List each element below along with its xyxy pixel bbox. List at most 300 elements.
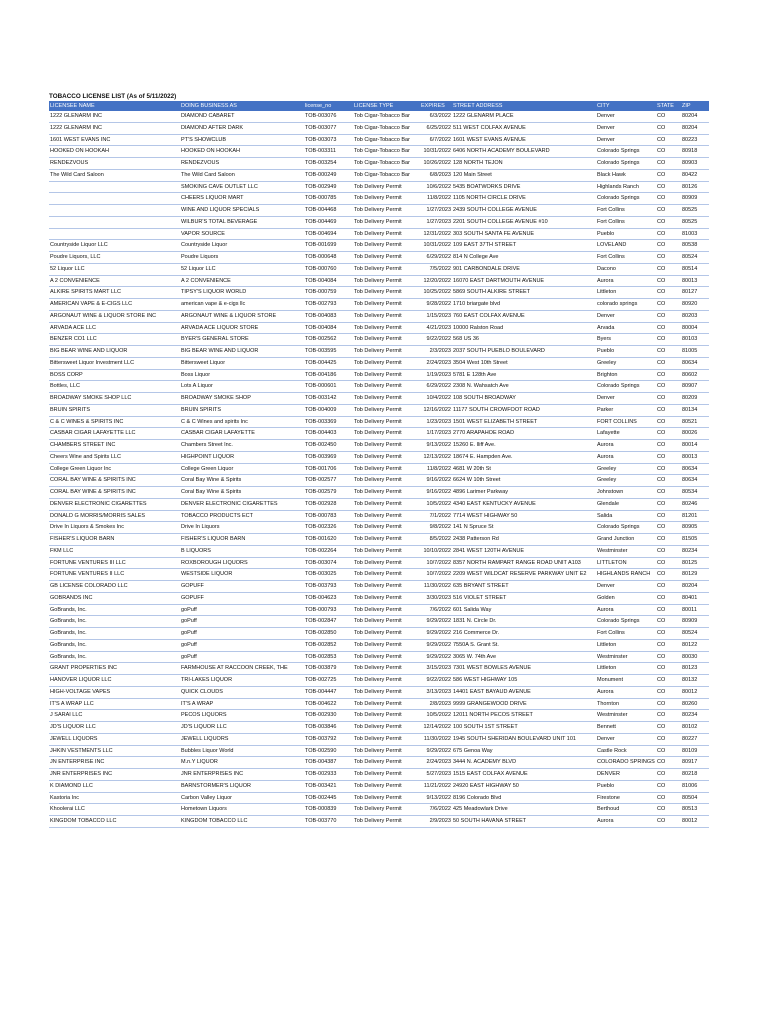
cell-licensee-name: 1222 GLENARM INC (49, 111, 180, 122)
cell-license-no: TOB-000785 (304, 193, 353, 205)
cell-state: CO (656, 169, 681, 181)
cell-licensee-name: DENVER ELECTRONIC CIGARETTES (49, 498, 180, 510)
cell-licensee-name: 1222 GLENARM INC (49, 122, 180, 134)
cell-zip: 80204 (681, 111, 709, 122)
cell-license-type: Tob Delivery Permit (353, 252, 420, 264)
cell-zip: 80525 (681, 205, 709, 217)
table-row (49, 686, 709, 698)
cell-doing-business-as: ARGONAUT WINE & LIQUOR STORE (180, 310, 304, 322)
cell-city: LITTLETON (596, 557, 656, 569)
cell-zip: 80909 (681, 616, 709, 628)
cell-license-type: Tob Delivery Permit (353, 357, 420, 369)
cell-zip: 80918 (681, 146, 709, 158)
cell-city: Denver (596, 134, 656, 146)
cell-licensee-name: CASBAR CIGAR LAFAYETTE LLC (49, 428, 180, 440)
cell-doing-business-as: JD'S LIQUOR LLC (180, 722, 304, 734)
cell-license-no: TOB-000839 (304, 804, 353, 816)
cell-doing-business-as: american vape & e-cigs llc (180, 299, 304, 311)
cell-license-no: TOB-002850 (304, 628, 353, 640)
table-row (49, 193, 709, 205)
cell-license-no: TOB-002577 (304, 475, 353, 487)
cell-licensee-name: K DIAMOND LLC (49, 780, 180, 792)
cell-licensee-name (49, 216, 180, 228)
cell-street-address: 100 SOUTH 1ST STREET (452, 722, 596, 734)
cell-state: CO (656, 534, 681, 546)
cell-licensee-name: GoBrands, Inc. (49, 616, 180, 628)
cell-licensee-name: GB LICENSE COLORADO LLC (49, 581, 180, 593)
cell-street-address: 2841 WEST 120TH AVENUE (452, 545, 596, 557)
cell-zip: 80218 (681, 769, 709, 781)
cell-doing-business-as: Bittersweet Liquor (180, 357, 304, 369)
cell-state: CO (656, 498, 681, 510)
cell-doing-business-as: B LIQUORS (180, 545, 304, 557)
cell-city: Greeley (596, 357, 656, 369)
cell-licensee-name: A 2 CONVENIENCE (49, 275, 180, 287)
cell-zip: 80903 (681, 158, 709, 170)
cell-expires: 3/30/2023 (420, 592, 452, 604)
cell-doing-business-as: College Green Liquor (180, 463, 304, 475)
cell-licensee-name: Poudre Liquors, LLC (49, 252, 180, 264)
cell-license-type: Tob Cigar-Tobacco Bar (353, 134, 420, 146)
cell-city: Byers (596, 334, 656, 346)
cell-state: CO (656, 322, 681, 334)
cell-state: CO (656, 757, 681, 769)
cell-licensee-name: Countryside Liquor LLC (49, 240, 180, 252)
cell-street-address: 108 SOUTH BROADWAY (452, 393, 596, 405)
cell-street-address: 109 EAST 37TH STREET (452, 240, 596, 252)
cell-zip: 80013 (681, 451, 709, 463)
cell-license-no: TOB-002853 (304, 651, 353, 663)
cell-city: Pueblo (596, 346, 656, 358)
cell-licensee-name: DONALD G MORRIS/MORRIS SALES (49, 510, 180, 522)
cell-state: CO (656, 663, 681, 675)
cell-state: CO (656, 381, 681, 393)
cell-city: Westminster (596, 710, 656, 722)
cell-street-address: 4681 W 20th St (452, 463, 596, 475)
cell-licensee-name: ARVADA ACE LLC (49, 322, 180, 334)
cell-licensee-name: AMERICAN VAPE & E-CIGS LLC (49, 299, 180, 311)
cell-street-address: 1515 EAST COLFAX AVENUE (452, 769, 596, 781)
cell-zip: 80223 (681, 134, 709, 146)
cell-expires: 6/29/2022 (420, 252, 452, 264)
cell-state: CO (656, 792, 681, 804)
cell-zip: 80422 (681, 169, 709, 181)
cell-city: Aurora (596, 440, 656, 452)
table-row (49, 757, 709, 769)
cell-license-type: Tob Delivery Permit (353, 686, 420, 698)
table-row (49, 428, 709, 440)
cell-license-no: TOB-002847 (304, 616, 353, 628)
table-row (49, 769, 709, 781)
cell-street-address: 635 BRYANT STREET (452, 581, 596, 593)
table-row (49, 498, 709, 510)
cell-zip: 80513 (681, 804, 709, 816)
cell-license-no: TOB-002928 (304, 498, 353, 510)
cell-expires: 12/20/2022 (420, 275, 452, 287)
cell-license-no: TOB-000793 (304, 604, 353, 616)
cell-licensee-name: ARGONAUT WINE & LIQUOR STORE INC (49, 310, 180, 322)
cell-city: Highlands Ranch (596, 181, 656, 193)
table-row (49, 475, 709, 487)
cell-state: CO (656, 334, 681, 346)
table-row (49, 698, 709, 710)
cell-doing-business-as: goPuff (180, 616, 304, 628)
cell-street-address: 3504 West 10th Street (452, 357, 596, 369)
cell-zip: 81005 (681, 346, 709, 358)
cell-city: Littleton (596, 663, 656, 675)
table-row (49, 158, 709, 170)
cell-license-type: Tob Delivery Permit (353, 299, 420, 311)
cell-license-no: TOB-004083 (304, 310, 353, 322)
cell-license-no: TOB-003076 (304, 111, 353, 122)
cell-city: Pueblo (596, 228, 656, 240)
table-row (49, 216, 709, 228)
cell-licensee-name: GoBrands, Inc. (49, 651, 180, 663)
table-row (49, 604, 709, 616)
cell-expires: 11/8/2022 (420, 193, 452, 205)
column-header-street-address: STREET ADDRESS (452, 101, 596, 111)
cell-city: Denver (596, 393, 656, 405)
cell-city: Johnstown (596, 487, 656, 499)
cell-expires: 4/21/2023 (420, 322, 452, 334)
cell-license-type: Tob Delivery Permit (353, 228, 420, 240)
cell-city: Aurora (596, 686, 656, 698)
cell-city: Aurora (596, 451, 656, 463)
cell-licensee-name: 1601 WEST EVANS INC (49, 134, 180, 146)
cell-state: CO (656, 263, 681, 275)
cell-street-address: 141 N Spruce St (452, 522, 596, 534)
cell-street-address: 516 VIOLET STREET (452, 592, 596, 604)
table-header-row (49, 101, 709, 111)
cell-zip: 80102 (681, 722, 709, 734)
cell-doing-business-as: IT'S A WRAP (180, 698, 304, 710)
cell-licensee-name: JD'S LIQUOR LLC (49, 722, 180, 734)
cell-expires: 2/3/2023 (420, 346, 452, 358)
cell-doing-business-as: SMOKING CAVE OUTLET LLC (180, 181, 304, 193)
cell-license-no: TOB-004623 (304, 592, 353, 604)
cell-expires: 11/30/2022 (420, 581, 452, 593)
cell-license-no: TOB-004468 (304, 205, 353, 217)
cell-license-no: TOB-003595 (304, 346, 353, 358)
cell-street-address: 675 Genoa Way (452, 745, 596, 757)
cell-city: Castle Rock (596, 745, 656, 757)
cell-state: CO (656, 428, 681, 440)
cell-street-address: 10000 Ralston Road (452, 322, 596, 334)
table-row (49, 252, 709, 264)
cell-doing-business-as: BRUIN SPIRITS (180, 404, 304, 416)
table-row (49, 299, 709, 311)
cell-city: HIGHLANDS RANCH (596, 569, 656, 581)
cell-licensee-name: Bittersweet Liquor Investment LLC (49, 357, 180, 369)
cell-street-address: 2770 ARAPAHOE ROAD (452, 428, 596, 440)
cell-doing-business-as: C & C Wines and spirits Inc (180, 416, 304, 428)
cell-state: CO (656, 122, 681, 134)
cell-expires: 10/5/2022 (420, 710, 452, 722)
cell-expires: 1/17/2023 (420, 428, 452, 440)
cell-expires: 2/24/2023 (420, 757, 452, 769)
table-row (49, 663, 709, 675)
cell-state: CO (656, 569, 681, 581)
cell-city: Colorado Springs (596, 146, 656, 158)
cell-expires: 11/30/2022 (420, 733, 452, 745)
cell-license-type: Tob Delivery Permit (353, 451, 420, 463)
cell-doing-business-as: TRI-LAKES LIQUOR (180, 675, 304, 687)
cell-license-type: Tob Delivery Permit (353, 193, 420, 205)
table-row (49, 816, 709, 828)
cell-state: CO (656, 111, 681, 122)
cell-street-address: 2438 Patterson Rd (452, 534, 596, 546)
cell-licensee-name: ALKIRE SPIRITS MART LLC (49, 287, 180, 299)
cell-license-no: TOB-003879 (304, 663, 353, 675)
cell-expires: 1/23/2023 (420, 416, 452, 428)
cell-license-no: TOB-004186 (304, 369, 353, 381)
table-row (49, 745, 709, 757)
cell-city: Colorado Springs (596, 193, 656, 205)
cell-state: CO (656, 710, 681, 722)
cell-doing-business-as: A 2 CONVENIENCE (180, 275, 304, 287)
table-row (49, 310, 709, 322)
cell-license-type: Tob Delivery Permit (353, 263, 420, 275)
cell-doing-business-as: PT'S SHOWCLUB (180, 134, 304, 146)
cell-city: Colorado Springs (596, 381, 656, 393)
table-row (49, 545, 709, 557)
cell-expires: 2/9/2023 (420, 816, 452, 828)
cell-licensee-name: CORAL BAY WINE & SPIRITS INC (49, 475, 180, 487)
table-row (49, 393, 709, 405)
cell-zip: 81006 (681, 780, 709, 792)
cell-street-address: 15260 E. Iliff Ave. (452, 440, 596, 452)
cell-licensee-name: FISHER'S LIQUOR BARN (49, 534, 180, 546)
cell-licensee-name: College Green Liquor Inc (49, 463, 180, 475)
cell-license-no: TOB-004425 (304, 357, 353, 369)
cell-zip: 80907 (681, 381, 709, 393)
cell-licensee-name: GOBRANDS INC (49, 592, 180, 604)
cell-zip: 80920 (681, 299, 709, 311)
cell-doing-business-as: ARVADA ACE LIQUOR STORE (180, 322, 304, 334)
cell-state: CO (656, 193, 681, 205)
cell-license-type: Tob Delivery Permit (353, 757, 420, 769)
cell-doing-business-as: KINGDOM TOBACCO LLC (180, 816, 304, 828)
table-body (49, 111, 709, 827)
cell-license-no: TOB-003369 (304, 416, 353, 428)
cell-state: CO (656, 581, 681, 593)
cell-state: CO (656, 228, 681, 240)
cell-licensee-name: GoBrands, Inc. (49, 604, 180, 616)
cell-expires: 3/13/2023 (420, 686, 452, 698)
cell-street-address: 3444 N. ACADEMY BLVD (452, 757, 596, 769)
cell-city: Bennett (596, 722, 656, 734)
cell-zip: 80602 (681, 369, 709, 381)
cell-license-type: Tob Delivery Permit (353, 440, 420, 452)
cell-state: CO (656, 416, 681, 428)
cell-license-type: Tob Cigar-Tobacco Bar (353, 122, 420, 134)
cell-city: Berthoud (596, 804, 656, 816)
cell-licensee-name: RENDEZVOUS (49, 158, 180, 170)
cell-license-no: TOB-003421 (304, 780, 353, 792)
cell-street-address: 2037 SOUTH PUEBLO BOULEVARD (452, 346, 596, 358)
table-row (49, 510, 709, 522)
table-row (49, 780, 709, 792)
cell-doing-business-as: The Wild Card Saloon (180, 169, 304, 181)
cell-license-no: TOB-004469 (304, 216, 353, 228)
cell-city: Littleton (596, 639, 656, 651)
cell-expires: 9/13/2022 (420, 792, 452, 804)
cell-state: CO (656, 310, 681, 322)
cell-license-type: Tob Delivery Permit (353, 604, 420, 616)
table-row (49, 651, 709, 663)
table-row (49, 275, 709, 287)
cell-license-no: TOB-002579 (304, 487, 353, 499)
cell-license-type: Tob Delivery Permit (353, 816, 420, 828)
table-row (49, 639, 709, 651)
cell-expires: 10/31/2022 (420, 146, 452, 158)
cell-licensee-name: KINGDOM TOBACCO LLC (49, 816, 180, 828)
table-row (49, 169, 709, 181)
column-header-license-no: license_no (304, 101, 353, 111)
cell-license-no: TOB-003792 (304, 733, 353, 745)
cell-license-no: TOB-003074 (304, 557, 353, 569)
cell-expires: 12/31/2022 (420, 228, 452, 240)
table-row (49, 710, 709, 722)
cell-city: Dacono (596, 263, 656, 275)
license-table (49, 101, 709, 828)
cell-street-address: 1222 GLENARM PLACE (452, 111, 596, 122)
cell-doing-business-as: BARNSTORMER'S LIQUOR (180, 780, 304, 792)
table-row (49, 722, 709, 734)
cell-licensee-name: GoBrands, Inc. (49, 639, 180, 651)
cell-license-type: Tob Delivery Permit (353, 322, 420, 334)
cell-expires: 2/8/2023 (420, 698, 452, 710)
cell-licensee-name: FORTUNE VENTURES II LLC (49, 569, 180, 581)
cell-license-no: TOB-004387 (304, 757, 353, 769)
cell-license-no: TOB-004694 (304, 228, 353, 240)
cell-doing-business-as: Drive In Liquors (180, 522, 304, 534)
cell-doing-business-as: Poudre Liquors (180, 252, 304, 264)
cell-street-address: 18674 E. Hampden Ave. (452, 451, 596, 463)
cell-expires: 12/16/2022 (420, 404, 452, 416)
cell-license-no: TOB-001706 (304, 463, 353, 475)
cell-street-address: 5869 SOUTH ALKIRE STREET (452, 287, 596, 299)
cell-doing-business-as: BYER'S GENERAL STORE (180, 334, 304, 346)
cell-street-address: 8196 Colorado Blvd (452, 792, 596, 804)
cell-license-type: Tob Delivery Permit (353, 181, 420, 193)
cell-street-address: 601 Salida Way (452, 604, 596, 616)
cell-licensee-name: Bottles, LLC (49, 381, 180, 393)
table-row (49, 616, 709, 628)
cell-street-address: 216 Commerce Dr. (452, 628, 596, 640)
cell-state: CO (656, 639, 681, 651)
cell-doing-business-as: JNR ENTERPRISES INC (180, 769, 304, 781)
cell-expires: 10/7/2022 (420, 557, 452, 569)
cell-street-address: 425 Meadowlark Drive (452, 804, 596, 816)
cell-expires: 9/22/2022 (420, 334, 452, 346)
cell-expires: 6/29/2022 (420, 381, 452, 393)
cell-expires: 3/15/2023 (420, 663, 452, 675)
cell-state: CO (656, 722, 681, 734)
cell-doing-business-as: Hometown Liquors (180, 804, 304, 816)
cell-license-type: Tob Delivery Permit (353, 334, 420, 346)
cell-license-type: Tob Delivery Permit (353, 616, 420, 628)
cell-doing-business-as: Countryside Liquor (180, 240, 304, 252)
table-row (49, 404, 709, 416)
cell-license-type: Tob Delivery Permit (353, 639, 420, 651)
column-header-license-type: LICENSE TYPE (353, 101, 420, 111)
cell-state: CO (656, 604, 681, 616)
cell-doing-business-as: GOPUFF (180, 592, 304, 604)
cell-street-address: 6624 W 10th Street (452, 475, 596, 487)
cell-license-no: TOB-000760 (304, 263, 353, 275)
cell-state: CO (656, 287, 681, 299)
cell-expires: 1/15/2023 (420, 310, 452, 322)
cell-state: CO (656, 616, 681, 628)
cell-licensee-name: The Wild Card Saloon (49, 169, 180, 181)
cell-state: CO (656, 651, 681, 663)
cell-doing-business-as: M.n.Y LIQUOR (180, 757, 304, 769)
cell-city: Denver (596, 733, 656, 745)
cell-city: LOVELAND (596, 240, 656, 252)
cell-license-type: Tob Delivery Permit (353, 475, 420, 487)
cell-expires: 5/27/2023 (420, 769, 452, 781)
cell-state: CO (656, 252, 681, 264)
cell-doing-business-as: Boss Liquor (180, 369, 304, 381)
cell-city: Colorado Springs (596, 158, 656, 170)
cell-street-address: 5781 E 128th Ave (452, 369, 596, 381)
cell-city: DENVER (596, 769, 656, 781)
cell-city: Aurora (596, 275, 656, 287)
cell-city: Pueblo (596, 780, 656, 792)
cell-license-no: TOB-002793 (304, 299, 353, 311)
cell-license-no: TOB-003793 (304, 581, 353, 593)
cell-doing-business-as: Lots A Liquor (180, 381, 304, 393)
cell-license-type: Tob Delivery Permit (353, 780, 420, 792)
cell-expires: 9/8/2022 (420, 522, 452, 534)
cell-doing-business-as: Carbon Valley Liquor (180, 792, 304, 804)
cell-city: Littleton (596, 287, 656, 299)
cell-licensee-name: FORTUNE VENTURES III LLC (49, 557, 180, 569)
table-row (49, 263, 709, 275)
cell-street-address: 24920 EAST HIGHWAY 50 (452, 780, 596, 792)
cell-street-address: 2201 SOUTH COLLEGE AVENUE #10 (452, 216, 596, 228)
cell-license-type: Tob Delivery Permit (353, 663, 420, 675)
cell-city: Denver (596, 310, 656, 322)
cell-zip: 80103 (681, 334, 709, 346)
cell-licensee-name: BRUIN SPIRITS (49, 404, 180, 416)
cell-state: CO (656, 522, 681, 534)
cell-state: CO (656, 158, 681, 170)
cell-license-type: Tob Delivery Permit (353, 733, 420, 745)
cell-doing-business-as: TIPSY'S LIQUOR WORLD (180, 287, 304, 299)
cell-license-no: TOB-002450 (304, 440, 353, 452)
cell-license-no: TOB-003077 (304, 122, 353, 134)
cell-license-no: TOB-004084 (304, 322, 353, 334)
column-header-city: CITY (596, 101, 656, 111)
cell-licensee-name: BROADWAY SMOKE SHOP LLC (49, 393, 180, 405)
cell-license-no: TOB-002264 (304, 545, 353, 557)
cell-zip: 80129 (681, 569, 709, 581)
table-row (49, 581, 709, 593)
table-row (49, 346, 709, 358)
cell-city: Fort Collins (596, 628, 656, 640)
cell-expires: 10/5/2022 (420, 498, 452, 510)
cell-license-no: TOB-003311 (304, 146, 353, 158)
cell-expires: 9/16/2022 (420, 475, 452, 487)
table-row (49, 628, 709, 640)
cell-state: CO (656, 733, 681, 745)
cell-license-type: Tob Delivery Permit (353, 381, 420, 393)
cell-zip: 80905 (681, 522, 709, 534)
cell-license-type: Tob Delivery Permit (353, 404, 420, 416)
cell-zip: 80209 (681, 393, 709, 405)
